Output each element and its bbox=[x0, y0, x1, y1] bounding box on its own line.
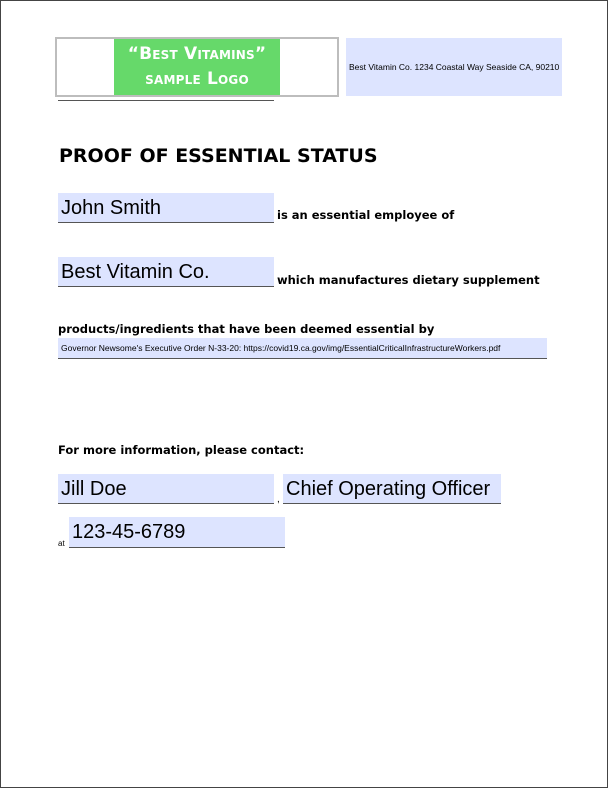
contact-phone-field[interactable]: 123-45-6789 bbox=[69, 517, 285, 548]
company-address-field[interactable]: Best Vitamin Co. 1234 Coastal Way Seaside CA, 90210 bbox=[346, 38, 562, 96]
page-title: PROOF OF ESSENTIAL STATUS bbox=[59, 145, 378, 167]
contact-label: For more information, please contact: bbox=[58, 443, 305, 457]
contact-name-field[interactable]: Jill Doe bbox=[58, 474, 274, 504]
deemed-essential-text: products/ingredients that have been deemed essential by bbox=[58, 322, 435, 336]
logo-line-2: sample Logo bbox=[145, 69, 249, 89]
employer-name-field[interactable]: Best Vitamin Co. bbox=[58, 257, 274, 287]
comma-separator: , bbox=[277, 494, 280, 505]
logo-line-1: “Best Vitamins” bbox=[127, 44, 267, 64]
employee-status-text: is an essential employee of bbox=[277, 208, 455, 222]
contact-title-field[interactable]: Chief Operating Officer bbox=[283, 474, 501, 504]
at-label: at bbox=[58, 539, 65, 548]
logo-underline bbox=[58, 100, 274, 101]
employer-description-text: which manufactures dietary supplement bbox=[277, 273, 540, 287]
company-logo bbox=[114, 39, 280, 95]
employee-name-field[interactable]: John Smith bbox=[58, 193, 274, 223]
authority-field[interactable]: Governor Newsome's Executive Order N-33-20: https://covid19.ca.gov/img/EssentialCriticalInfrastructureWorkers.pdf bbox=[58, 338, 547, 359]
